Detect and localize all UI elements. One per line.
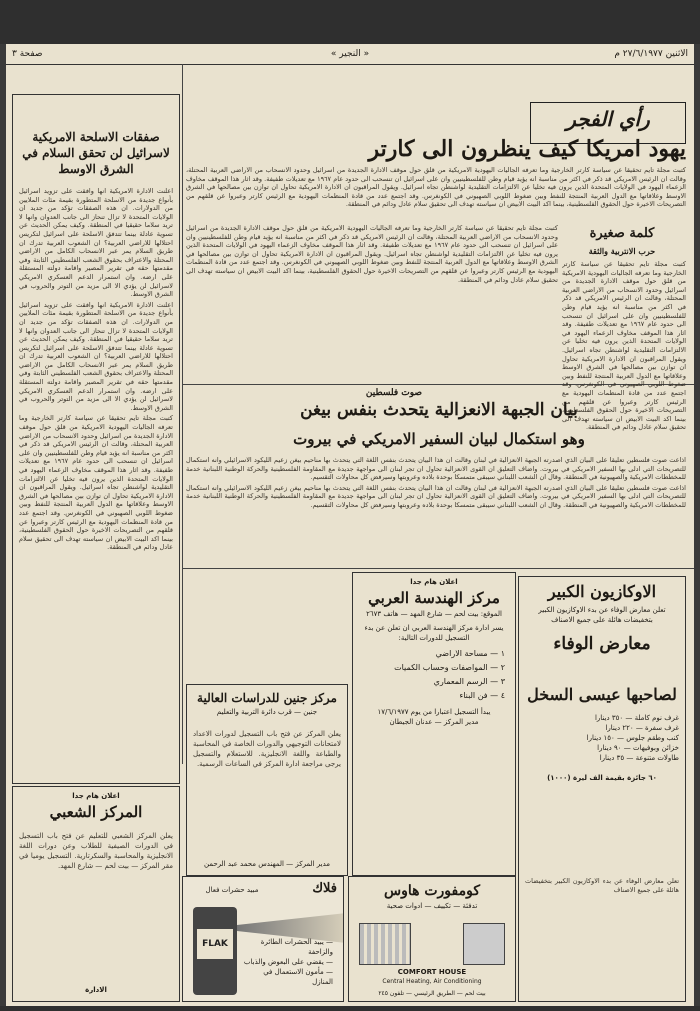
ad-sale-item: كنب وطقم جلوس — ١٥٠ دينارا xyxy=(586,734,679,742)
ad-engineering-course: ٤ — فن البناء xyxy=(459,691,505,700)
ad-flak xyxy=(182,876,344,1002)
ad-big-sale xyxy=(518,576,686,1002)
main-story-columns xyxy=(186,224,558,384)
item-label: غرف نوم كاملة xyxy=(634,714,679,722)
sidebar-text: كتبت مجلة تايم تحقيقا عن سياسة كارتر الخارجية وما تعرفه الجاليات اليهودية الامريكية من قلق حول موقف الادارة الجديدة من اسرائيل وحدود الانسحاب من الاراضي العربية المحتلة، وقالت ان الرئيس الامريكي قد ذكر في اكثر من مناسبة انه يؤيد قيام وطن للفلسطينيين وان على اسرائيل ان تنسحب الى حدود عام ١٩٦٧ مع تعديلات طفيفة. وقد اثار هذا الموقف مخاوف الزعماء اليهود في الولايات المتحدة الذين يرون فيه تخليا عن الالتزامات التقليدية لواشنطن تجاه اسرائيل. ويقول المراقبون ان الادارة الامريكية تحاول ان توازن بين مصالحها في الشرق الاوسط وعلاقاتها مع الدول العربية المنتجة للنفط وبين ضغوط اللوبي الصهيوني في الكونغرس. وقد اجتمع عدد من قادة المنظمات اليهودية مع الرئيس كارتر وعبروا عن قلقهم من التصريحات الاخيرة حول الحقوق الفلسطينية، بينما اكد البيت الابيض ان سياسته تهدف الى تحقيق سلام عادل ودائم في المنطقة. xyxy=(562,260,686,432)
heater-image xyxy=(463,923,505,965)
header-newspaper-name: « النجير » xyxy=(330,49,370,59)
ad-comfort-footer: بيت لحم — الطريق الرئيسي — تلفون ٢٤٥ xyxy=(378,990,486,997)
item-label: غرف سفرة xyxy=(645,724,679,732)
opinion-text: اعلنت الادارة الامريكية انها وافقت على تزويد اسرائيل بأنواع جديدة من الاسلحة المتطورة بقيمة مئات الملايين من الدولارات. ان هذه الصفقات تؤكد من جديد ان الولايات المتحدة لا تزال تنحاز الى جانب العدوان وانها لا تريد سلاما حقيقيا في المنطقة. وكيف يمكن الحديث عن تسوية عادلة بينما تتدفق الاسلحة على اسرائيل لتكريس احتلالها للاراضي العربية؟ ان الشعوب العربية تدرك ان طريق السلام يمر عبر الانسحاب الكامل من الاراضي المحتلة والاعتراف بحقوق الشعب الفلسطيني الثابتة وفي مقدمتها حقه في تقرير المصير واقامة دولته المستقلة على ارضه. وان استمرار الدعم العسكري الامريكي لاسرائيل لن يؤدي الا الى مزيد من التوتر والحروب في الشرق الاوسط. xyxy=(19,187,173,299)
ad-jenin-center xyxy=(186,684,348,876)
opinion-text-continued: اعلنت الادارة الامريكية انها وافقت على تزويد اسرائيل بأنواع جديدة من الاسلحة المتطورة بقيمة مئات الملايين من الدولارات. ان هذه الصفقات تؤكد من جديد ان الولايات المتحدة لا تزال تنحاز الى جانب العدوان وانها لا تريد سلاما حقيقيا في المنطقة. وكيف يمكن الحديث عن تسوية عادلة بينما تتدفق الاسلحة على اسرائيل لتكريس احتلالها للاراضي العربية؟ ان الشعوب العربية تدرك ان طريق السلام يمر عبر الانسحاب الكامل من الاراضي المحتلة والاعتراف بحقوق الشعب الفلسطيني الثابتة وفي مقدمتها حقه في تقرير المصير واقامة دولته المستقلة على ارضه. وان استمرار الدعم العسكري الامريكي لاسرائيل لن يؤدي الا الى مزيد من التوتر والحروب في الشرق الاوسط. xyxy=(19,300,173,412)
ad-flak-tagline: مبيد حشرات فعال xyxy=(205,886,259,894)
ad-popular-signature: الادارة xyxy=(85,986,107,994)
ad-sale-item: خزائن وبوفيهات — ٩٠ دينارا xyxy=(597,744,679,752)
ad-sale-item: غرف نوم كاملة — ٣٥٠ دينارا xyxy=(594,714,679,722)
second-story-text-continued: اذاعت صوت فلسطين تعليقا على البيان الذي اصدرته الجبهة الانعزالية في لبنان وقالت ان هذا البيان يتحدث بنفس اللغة التي يتحدث بها مناحيم بيغن زعيم الليكود الاسرائيلي وانه استكمال للتصريحات التي ادلى بها السفير الامريكي في بيروت. واضاف التعليق ان القوى الانعزالية تحاول ان تجر لبنان الى مواجهة جديدة مع المقاومة الفلسطينية والحركة الوطنية اللبنانية خدمة للمخططات الامريكية والصهيونية في المنطقة. وقال ان الشعب اللبناني سيبقى متمسكا بوحدة بلاده وعروبتها وسيرفض كل محاولات التقسيم. xyxy=(186,483,686,509)
second-story-body xyxy=(186,456,686,566)
flak-can-label: FLAK xyxy=(197,929,233,959)
ad-jenin-body: يعلن المركز عن فتح باب التسجيل لدورات الاعداد لامتحانات التوجيهي والدورات الخاصة في المحاسبة والطباعة واللغة الانجليزية. للاستعلام والتسجيل يرجى مراجعة ادارة المركز في الساعات الرسمية. xyxy=(193,730,341,768)
item-price: ٣٥٠ دينارا xyxy=(594,714,624,722)
opinion-headline: صفقات الاسلحة الامريكية لاسرائيل لن تحقق السلام في الشرق الاوسط xyxy=(22,130,170,176)
second-story-subheadline: وهو استكمال لبيان السفير الامريكي في بيروت xyxy=(293,430,585,448)
ad-sale-item: غرف سفرة — ٢٢٠ دينارا xyxy=(605,724,679,732)
ad-flak-features xyxy=(243,937,339,987)
header-page-number: صفحة ٣ xyxy=(12,49,43,59)
ad-comfort-subtitle: تدفئة — تكييف — ادوات صحية xyxy=(386,902,478,910)
ad-engineering-signature: مدير المركز — عدنان الجيطان xyxy=(389,718,479,726)
ad-engineering-title: مركز الهندسة العربي xyxy=(368,589,500,607)
item-price: ٣٥ دينارا xyxy=(599,754,625,762)
item-price: ٩٠ دينارا xyxy=(597,744,622,752)
sidebar-subtitle: حرب الانتربية والثقة xyxy=(588,246,656,256)
ad-jenin-subtitle: جنين — قرب دائرة التربية والتعليم xyxy=(216,708,318,716)
ad-flak-feature: — مأمون الاستعمال في المنازل xyxy=(263,968,333,986)
ad-engineering-note: يبدأ التسجيل اعتبارا من يوم ١٧/٦/١٩٧٧ xyxy=(377,708,491,716)
ad-jenin-signature: مدير المركز — المهندس محمد عبد الرحمن xyxy=(203,860,331,868)
ad-sale-fine-print-text: تعلن معارض الوفاء عن بدء الاوكازيون الكبير بتخفيضات هائلة على جميع الاصناف xyxy=(525,877,679,894)
ad-popular-body: يعلن المركز الشعبي للتعليم عن فتح باب التسجيل في الدورات الصيفية للطلاب وعن دورات اللغة الانجليزية والمحاسبة والسكرتارية. التسجيل يوميا في مقر المركز — بيت لحم — شارع المهد. xyxy=(19,832,173,870)
ad-sale-owner: لصاحبها عيسى السخل xyxy=(527,685,677,704)
page-header xyxy=(6,46,694,65)
second-story-kicker: صوت فلسطين xyxy=(365,388,423,398)
ad-engineering-center xyxy=(352,572,516,876)
ad-jenin-title: مركز جنين للدراسات العالية xyxy=(197,691,337,705)
item-price: ١٥٠ دينارا xyxy=(586,734,615,742)
ad-engineering-course: ١ — مساحة الاراضي xyxy=(435,649,505,658)
ad-popular-banner: اعلان هام جدا xyxy=(72,792,120,800)
ad-sale-title: الاوكازيون الكبير xyxy=(547,582,657,601)
ad-sale-price-list xyxy=(519,713,685,763)
ad-sale-body: تعلن معارض الوفاء عن بدء الاوكازيون الكبير بتخفيضات هائلة على جميع الاصناف xyxy=(538,606,666,624)
sidebar-subhead: كلمة صغيرة xyxy=(589,226,655,241)
ad-sale-prize: ٦٠ جائزة بقيمة الف ليرة (١٠٠٠) xyxy=(547,774,657,782)
column-logo: رأي الفجر xyxy=(566,107,650,131)
opinion-text-continued: كتبت مجلة تايم تحقيقا عن سياسة كارتر الخارجية وما تعرفه الجاليات اليهودية الامريكية من قلق حول موقف الادارة الجديدة من اسرائيل وحدود الانسحاب من الاراضي العربية المحتلة، وقالت ان الرئيس الامريكي قد ذكر في اكثر من مناسبة انه يؤيد قيام وطن للفلسطينيين وان على اسرائيل ان تنسحب الى حدود عام ١٩٦٧ مع تعديلات طفيفة. وقد اثار هذا الموقف مخاوف الزعماء اليهود في الولايات المتحدة الذين يرون فيه تخليا عن الالتزامات التقليدية لواشنطن تجاه اسرائيل. ويقول المراقبون ان الادارة الامريكية تحاول ان توازن بين مصالحها في الشرق الاوسط وعلاقاتها مع الدول العربية المنتجة للنفط وبين ضغوط اللوبي الصهيوني في الكونغرس. وقد اجتمع عدد من قادة المنظمات اليهودية مع الرئيس كارتر وعبروا عن قلقهم من التصريحات الاخيرة حول الحقوق الفلسطينية، بينما اكد البيت الابيض ان سياسته تهدف الى تحقيق سلام عادل ودائم في المنطقة. xyxy=(19,414,173,552)
main-headline: يهود امريكا كيف ينظرون الى كارتر xyxy=(368,136,686,162)
ad-engineering-banner: اعلان هام جدا xyxy=(410,578,458,586)
item-label: كنب وطقم جلوس xyxy=(626,734,679,742)
ad-sale-fine-print xyxy=(525,877,679,993)
second-story-headline: بيان الجبهة الانعزالية يتحدث بنفس بيغن xyxy=(300,400,578,420)
ad-comfort-brand: COMFORT HOUSE xyxy=(397,968,467,976)
ad-engineering-address: الموقع: بيت لحم — شارع المهد — هاتف ٢٦٧٣ xyxy=(366,610,502,618)
main-story-lead xyxy=(186,166,686,220)
ad-comfort-title: كومفورت هاوس xyxy=(383,883,481,899)
ad-engineering-course: ٢ — المواصفات وحساب الكميات xyxy=(394,663,505,672)
ad-flak-feature: — يبيد الحشرات الطائرة والزاحفة xyxy=(260,938,333,956)
ad-popular-center xyxy=(12,786,180,1002)
item-label: خزائن وبوفيهات xyxy=(633,744,679,752)
item-label: طاولات متنوعة xyxy=(635,754,679,762)
header-date: الاثنين ٢٧/٦/١٩٧٧ م xyxy=(614,49,688,59)
item-price: ٢٢٠ دينارا xyxy=(605,724,634,732)
ad-engineering-intro: يسر ادارة مركز الهندسة العربي ان تعلن عن بدء التسجيل للدورات التالية: xyxy=(364,624,504,642)
section-divider xyxy=(182,568,694,569)
ad-sale-item: طاولات متنوعة — ٣٥ دينارا xyxy=(599,754,679,762)
opinion-column xyxy=(12,94,180,784)
column-divider xyxy=(182,64,183,764)
main-story-text: كتبت مجلة تايم تحقيقا عن سياسة كارتر الخارجية وما تعرفه الجاليات اليهودية الامريكية من قلق حول موقف الادارة الجديدة من اسرائيل وحدود الانسحاب من الاراضي العربية المحتلة، وقالت ان الرئيس الامريكي قد ذكر في اكثر من مناسبة انه يؤيد قيام وطن للفلسطينيين وان على اسرائيل ان تنسحب الى حدود عام ١٩٦٧ مع تعديلات طفيفة. وقد اثار هذا الموقف مخاوف الزعماء اليهود في الولايات المتحدة الذين يرون فيه تخليا عن الالتزامات التقليدية لواشنطن تجاه اسرائيل. ويقول المراقبون ان الادارة الامريكية تحاول ان توازن بين مصالحها في الشرق الاوسط وعلاقاتها مع الدول العربية المنتجة للنفط وبين ضغوط اللوبي الصهيوني في الكونغرس. وقد اجتمع عدد من قادة المنظمات اليهودية مع الرئيس كارتر وعبروا عن قلقهم من التصريحات الاخيرة حول الحقوق الفلسطينية، بينما اكد البيت الابيض ان سياسته تهدف الى تحقيق سلام عادل ودائم في المنطقة. xyxy=(186,224,558,284)
ad-engineering-course: ٣ — الرسم المعماري xyxy=(433,677,505,686)
second-story-text: اذاعت صوت فلسطين تعليقا على البيان الذي اصدرته الجبهة الانعزالية في لبنان وقالت ان هذا البيان يتحدث بنفس اللغة التي يتحدث بها مناحيم بيغن زعيم الليكود الاسرائيلي وانه استكمال للتصريحات التي ادلى بها السفير الامريكي في بيروت. واضاف التعليق ان القوى الانعزالية تحاول ان تجر لبنان الى مواجهة جديدة مع المقاومة الفلسطينية والحركة الوطنية اللبنانية خدمة للمخططات الامريكية والصهيونية في المنطقة. وقال ان الشعب اللبناني سيبقى متمسكا بوحدة بلاده وعروبتها وسيرفض كل محاولات التقسيم. xyxy=(186,456,686,482)
newspaper-page xyxy=(6,44,694,1006)
ad-flak-title: فلاك xyxy=(312,881,337,896)
radiator-image xyxy=(359,923,411,965)
scan-margin-top xyxy=(0,0,700,44)
ad-comfort-house xyxy=(348,876,516,1002)
ad-sale-subtitle: معارض الوفاء xyxy=(553,634,651,654)
ad-comfort-brand-sub: Central Heating, Air Conditioning xyxy=(382,978,482,985)
scan-margin-bottom xyxy=(0,1006,700,1011)
ad-flak-feature: — يقضي على البعوض والذباب xyxy=(243,958,333,966)
opinion-body xyxy=(19,187,173,777)
ad-popular-title: المركز الشعبي xyxy=(49,803,143,821)
main-story-lead-text: كتبت مجلة تايم تحقيقا عن سياسة كارتر الخارجية وما تعرفه الجاليات اليهودية الامريكية من قلق حول موقف الادارة الجديدة من اسرائيل وحدود الانسحاب من الاراضي العربية المحتلة، وقالت ان الرئيس الامريكي قد ذكر في اكثر من مناسبة انه يؤيد قيام وطن للفلسطينيين وان على اسرائيل ان تنسحب الى حدود عام ١٩٦٧ مع تعديلات طفيفة. وقد اثار هذا الموقف مخاوف الزعماء اليهود في الولايات المتحدة الذين يرون فيه تخليا عن الالتزامات التقليدية لواشنطن تجاه اسرائيل. ويقول المراقبون ان الادارة الامريكية تحاول ان توازن بين مصالحها في الشرق الاوسط وعلاقاتها مع الدول العربية المنتجة للنفط وبين ضغوط اللوبي الصهيوني في الكونغرس. وقد اجتمع عدد من قادة المنظمات اليهودية مع الرئيس كارتر وعبروا عن قلقهم من التصريحات الاخيرة حول الحقوق الفلسطينية، بينما اكد البيت الابيض ان سياسته تهدف الى تحقيق سلام عادل ودائم في المنطقة. xyxy=(186,166,686,209)
